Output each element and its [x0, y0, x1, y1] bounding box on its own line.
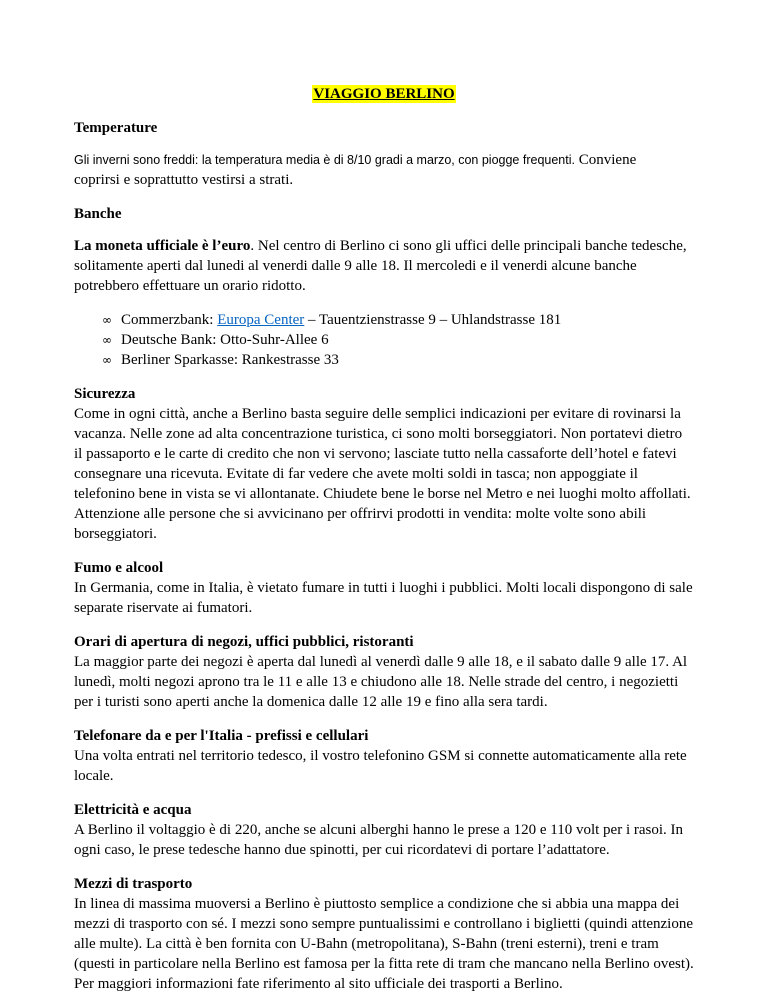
smoke-heading: Fumo e alcool [74, 560, 164, 576]
infinity-bullet-icon: ∞ [102, 313, 112, 327]
transport-paragraph: In linea di massima muoversi a Berlino è piuttosto semplice a condizione che si abbia una mappa dei mezzi di trasporto con sé. I mezzi sono sempre puntualissimi e controllano i biglietti (quindi attenzione alle multe). La città è ben fornita con U-Bahn (metropolitana), S-Bahn (treni esterni), treni e tram (questi in particolare nella Berlino est famosa per la fitta rete di tram che mancano nella Berlino ovest). Per maggiori informazioni fate riferimento al sito ufficiale dei trasporti a Berlino. [74, 896, 694, 992]
hours-paragraph: La maggior parte dei negozi è aperta dal lunedì al venerdì dalle 9 alle 18, e il sabato dalle 9 alle 17. Al lunedì, molti negozi aprono tra le 11 e alle 13 e chiudono alle 18. Nelle strade del centro, i negozietti per i turisti sono aperti anche la domenica dalle 12 alle 19 e fino alla sera tardi. [74, 654, 688, 710]
banks-list [74, 310, 694, 370]
list-item [102, 330, 694, 350]
list-item [102, 350, 694, 370]
smoke-paragraph: In Germania, come in Italia, è vietato fumare in tutti i luoghi i pubblici. Molti locali dispongono di sale separate riservate ai fumatori. [74, 580, 693, 616]
banks-intro-bold: La moneta ufficiale è l’euro [74, 238, 251, 254]
temperature-text-serif-1: Conviene [574, 152, 637, 168]
electricity-heading: Elettricità e acqua [74, 802, 192, 818]
security-paragraph: Come in ogni città, anche a Berlino basta seguire delle semplici indicazioni per evitare di rovinarsi la vacanza. Nelle zone ad alta concentrazione turistica, ci sono molti borseggiatori. Non portatevi dietro il passaporto e le carte di credito che non vi servono; lasciate tutto nella cassaforte dell’hotel e fatevi consegnare una ricevuta. Evitate di far vedere che avete molti soldi in tasca; non appoggiate il telefonino bene in vista se vi allontanate. Chiudete bene le borse nel Metro e nei luoghi molto affollati. Attenzione alle persone che si avvicinano per offrirvi prodotti in vendita: molte volte sono abili borseggiatori. [74, 406, 691, 542]
list-item [102, 310, 694, 330]
europa-center-link[interactable]: Europa Center [217, 312, 305, 328]
bank-2-text: Deutsche Bank: Otto-Suhr-Allee 6 [121, 332, 329, 348]
phone-paragraph: Una volta entrati nel territorio tedesco, il vostro telefonino GSM si connette automaticamente alla rete locale. [74, 748, 687, 784]
electricity-paragraph: A Berlino il voltaggio è di 220, anche se alcuni alberghi hanno le prese a 120 e 110 volt per i rasoi. In ogni caso, le prese tedesche hanno due spinotti, per cui ricordatevi di portare l’adattatore. [74, 822, 684, 858]
title-block [74, 84, 694, 104]
transport-heading: Mezzi di trasporto [74, 876, 193, 892]
temperature-text-serif-2: coprirsi e soprattutto vestirsi a strati. [74, 172, 294, 188]
banks-heading: Banche [74, 206, 122, 222]
security-heading: Sicurezza [74, 386, 136, 402]
banks-paragraph [74, 236, 694, 296]
hours-heading: Orari di apertura di negozi, uffici pubblici, ristoranti [74, 634, 414, 650]
infinity-bullet-icon: ∞ [102, 333, 112, 347]
bank-1-suffix: – Tauentzienstrasse 9 – Uhlandstrasse 181 [304, 312, 562, 328]
temperature-text-sans: Gli inverni sono freddi: la temperatura media è di 8/10 gradi a marzo, con piogge frequenti. [74, 153, 575, 167]
temperature-heading: Temperature [74, 120, 158, 136]
phone-heading: Telefonare da e per l'Italia - prefissi e cellulari [74, 728, 369, 744]
document-title: VIAGGIO BERLINO [313, 86, 455, 102]
bank-3-text: Berliner Sparkasse: Rankestrasse 33 [121, 352, 339, 368]
temperature-paragraph [74, 150, 694, 190]
banks-intro-rest: . Nel centro di Berlino ci sono gli uffici delle principali banche tedesche, solitamente aperti dal lunedi al venerdi dalle 9 alle 18. Il mercoledi e il venerdi alcune banche potrebbero effettuare un orario ridotto. [74, 238, 687, 294]
infinity-bullet-icon: ∞ [102, 353, 112, 367]
bank-1-prefix: Commerzbank: [121, 312, 218, 328]
document-content [74, 84, 694, 994]
